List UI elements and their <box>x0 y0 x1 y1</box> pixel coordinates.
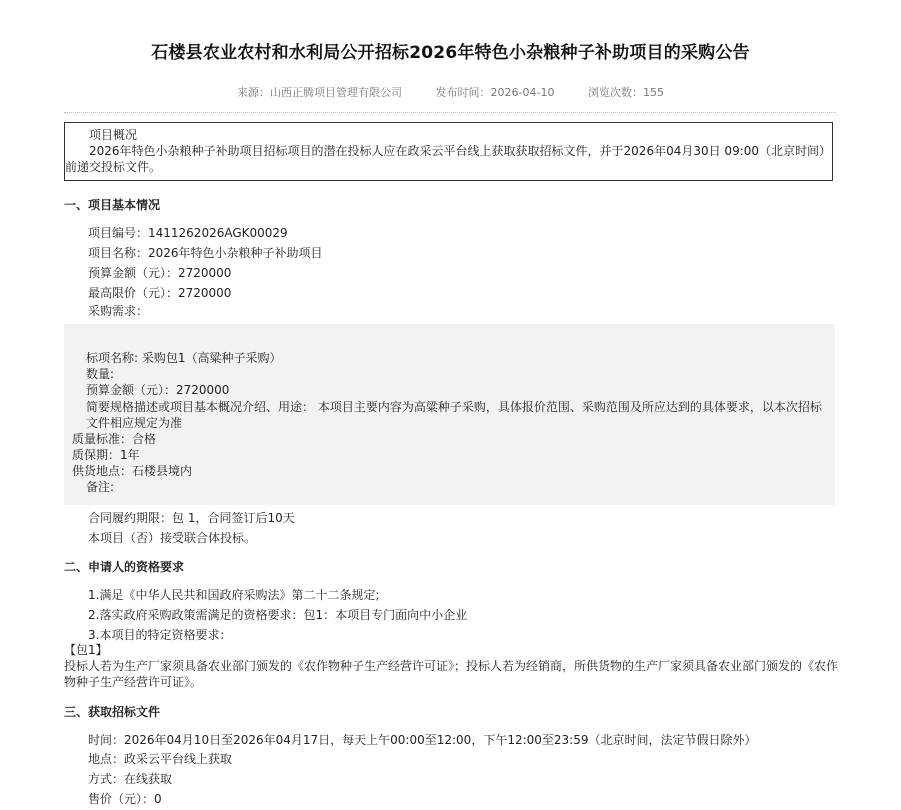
lot-quality: 质量标准：合格 <box>72 432 157 446</box>
divider <box>64 112 836 113</box>
section-obtain-docs-heading: 三、获取招标文件 <box>64 705 161 719</box>
meta-publish-date: 发布时间：2026-04-10 <box>435 86 555 99</box>
lot-budget: 预算金额（元）：2720000 <box>86 383 230 397</box>
page-title: 石楼县农业农村和水利局公开招标2026年特色小杂粮种子补助项目的采购公告 <box>151 43 750 63</box>
obtain-time: 时间：2026年04月10日至2026年04月17日，每天上午00:00至12:00，下午12:00至23:59（北京时间，法定节假日除外） <box>88 733 757 747</box>
lot-spec: 简要规格描述或项目基本概况介绍、用途： 本项目主要内容为高粱种子采购，具体报价范围、采购范围及所应达到的具体要求，以本次招标文件相应规定为准 <box>86 400 822 430</box>
project-overview-box <box>64 122 833 181</box>
qualification-item-2: 2.落实政府采购政策需满足的资格要求：包1：本项目专门面向中小企业 <box>88 608 468 622</box>
qualification-item-1: 1.满足《中华人民共和国政府采购法》第二十二条规定; <box>88 588 380 602</box>
budget-amount: 预算金额（元）：2720000 <box>88 266 232 280</box>
consortium-note: 本项目（否）接受联合体投标。 <box>88 531 257 545</box>
qualification-item-3: 3.本项目的特定资格要求： <box>88 628 232 642</box>
lot-quantity: 数量: <box>86 367 115 381</box>
meta-bar <box>0 84 901 100</box>
lot-delivery-location: 供货地点：石楼县境内 <box>72 464 193 478</box>
overview-heading: 项目概况 <box>89 128 138 142</box>
contract-period: 合同履约期限：包 1，合同签订后10天 <box>88 511 295 525</box>
procurement-demand-label: 采购需求： <box>88 304 149 318</box>
obtain-place: 地点：政采云平台线上获取 <box>88 752 233 766</box>
meta-source: 来源：山西正腾项目管理有限公司 <box>237 86 403 99</box>
section-qualification-heading: 二、申请人的资格要求 <box>64 560 185 574</box>
meta-views: 浏览次数：155 <box>587 86 664 99</box>
package-label: 【包1】 <box>64 643 108 657</box>
overview-text: 2026年特色小杂粮种子补助项目招标项目的潜在投标人应在政采云平台线上获取获取招标文件，并于2026年04月30日 09:00（北京时间）前递交投标文件。 <box>65 144 826 174</box>
project-number: 项目编号：1411262026AGK00029 <box>88 226 288 240</box>
package-requirement: 投标人若为生产厂家须具备农业部门颁发的《农作物种子生产经营许可证》；投标人若为经销商，所供货物的生产厂家须具备农业部门颁发的《农作物种子生产经营许可证》。 <box>64 659 839 689</box>
max-price: 最高限价（元）：2720000 <box>88 286 232 300</box>
lot-remark: 备注: <box>86 480 115 494</box>
lot-name: 标项名称: 采购包1（高粱种子采购） <box>86 351 282 365</box>
obtain-method: 方式：在线获取 <box>88 772 173 786</box>
project-name: 项目名称：2026年特色小杂粮种子补助项目 <box>88 246 323 260</box>
lot-warranty: 质保期：1年 <box>72 448 140 462</box>
obtain-price: 售价（元）：0 <box>88 792 162 806</box>
section-basic-info-heading: 一、项目基本情况 <box>64 198 161 212</box>
